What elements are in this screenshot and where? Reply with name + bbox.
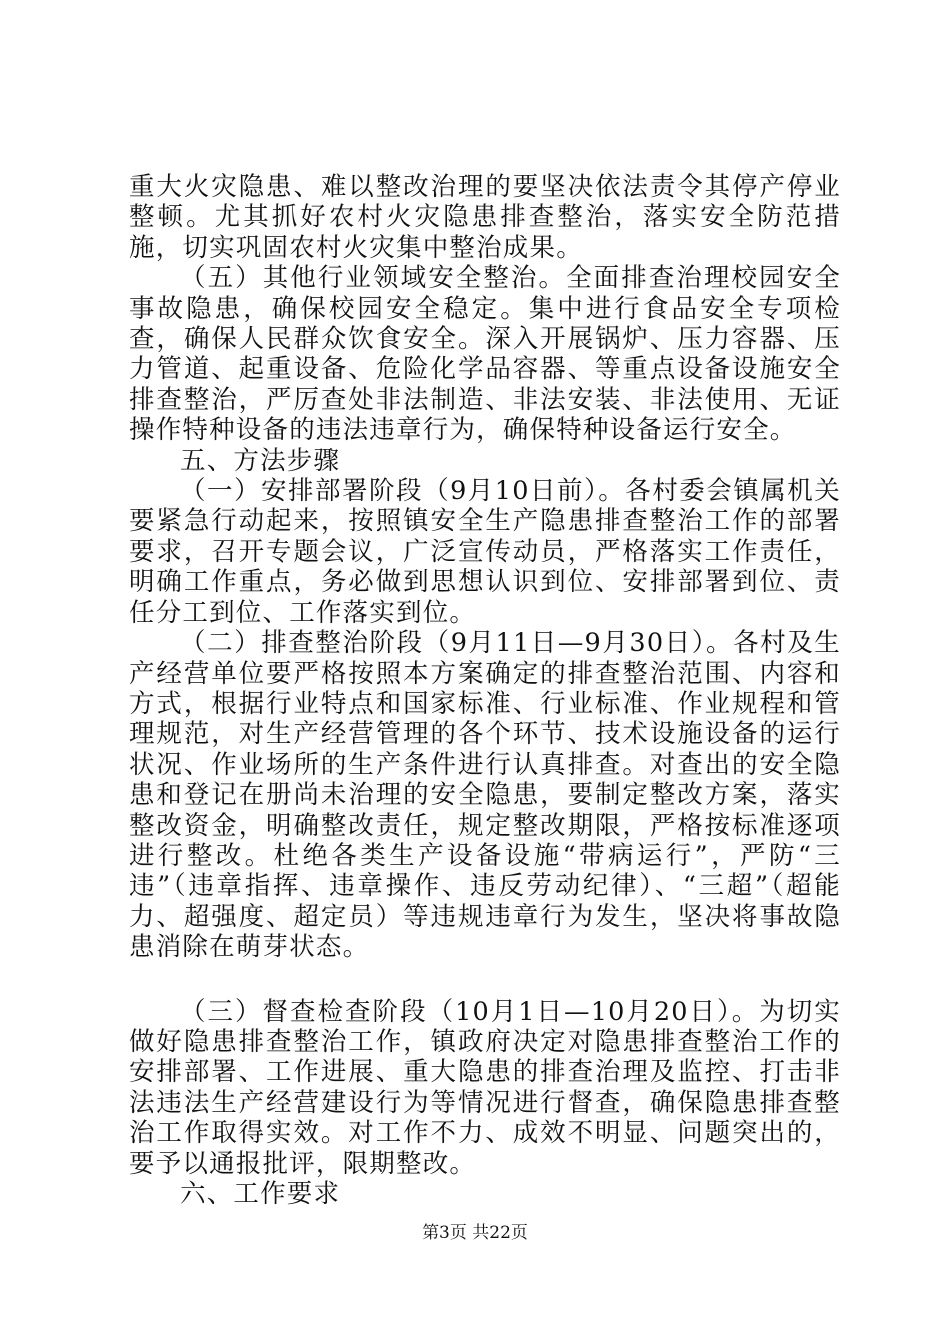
section-heading-requirements: 六、工作要求: [180, 1179, 341, 1209]
paragraph-inspection-stage: （二）排查整治阶段（9月11日—9月30日）。各村及生产经营单位要严格按照本方案确定的排查整治范围、内容和方式，根据行业特点和国家标准、行业标准、作业规程和管理规范，对生产经营管理的各个环节、技术设施设备的运行状况、作业场所的生产条件进行认真排查。对查出的安全隐患和登记在册尚未治理的安全隐患，要制定整改方案，落实整改资金，明确整改责任，规定整改期限，严格按标准逐项进行整改。杜绝各类生产设备设施“带病运行”，严防“三违”（违章指挥、违章操作、违反劳动纪律）、“三超”（超能力、超强度、超定员）等违规违章行为发生，坚决将事故隐患消除在萌芽状态。: [129, 628, 841, 963]
paragraph-fire-hazards: 重大火灾隐患、难以整改治理的要坚决依法责令其停产停业整顿。尤其抓好农村火灾隐患排查整治，落实安全防范措施，切实巩固农村火灾集中整治成果。: [129, 172, 841, 263]
paragraph-other-industries: （五）其他行业领域安全整治。全面排查治理校园安全事故隐患，确保校园安全稳定。集中进行食品安全专项检查，确保人民群众饮食安全。深入开展锅炉、压力容器、压力管道、起重设备、危险化学品容器、等重点设备设施安全排查整治，严厉查处非法制造、非法安装、非法使用、无证操作特种设备的违法违章行为，确保特种设备运行安全。: [129, 263, 841, 446]
page-number-footer: 第3页 共22页: [422, 1223, 528, 1243]
section-heading-methods: 五、方法步骤: [180, 445, 341, 476]
paragraph-gap: [129, 963, 841, 997]
paragraph-supervision-stage: （三）督查检查阶段（10月1日—10月20日）。为切实做好隐患排查整治工作，镇政府决定对隐患排查整治工作的安排部署、工作进展、重大隐患的排查治理及监控、打击非法违法生产经营建设行为等情况进行督查，确保隐患排查整治工作取得实效。对工作不力、成效不明显、问题突出的，要予以通报批评，限期整改。: [129, 996, 841, 1179]
document-body: [129, 172, 841, 1209]
paragraph-deployment-stage: （一）安排部署阶段（9月10日前）。各村委会镇属机关要紧急行动起来，按照镇安全生产隐患排查整治工作的部署要求，召开专题会议，广泛宣传动员，严格落实工作责任，明确工作重点，务必做到思想认识到位、安排部署到位、责任分工到位、工作落实到位。: [129, 476, 841, 628]
